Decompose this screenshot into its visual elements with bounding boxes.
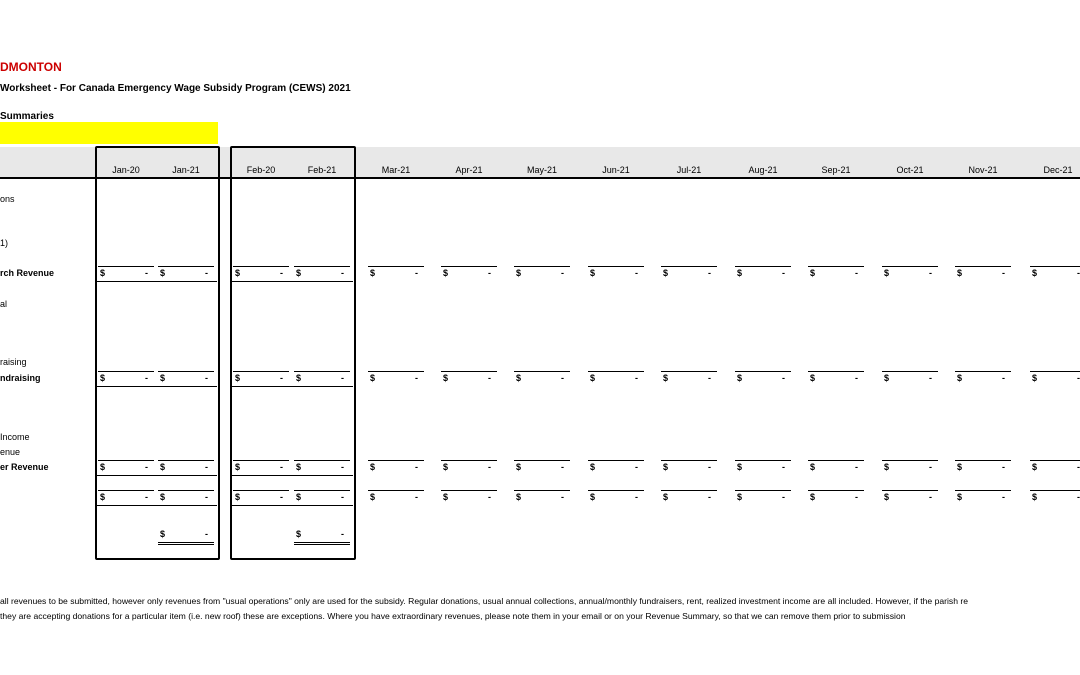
month-header-oct-21: Oct-21 bbox=[896, 165, 924, 175]
revenue-cell[interactable] bbox=[735, 460, 791, 475]
footnote-line-1: all revenues to be submitted, however only revenues from "usual operations" only are used for the subsidy. Regular donations, usual annual collections, annual/monthly fundraisers, rent, realized investment income are all included. However, if the parish re bbox=[0, 596, 969, 606]
cell-value: - bbox=[635, 373, 638, 383]
row-label: al bbox=[0, 299, 8, 309]
revenue-cell[interactable] bbox=[368, 460, 424, 475]
currency-symbol: $ bbox=[663, 462, 669, 472]
revenue-cell[interactable] bbox=[735, 490, 791, 505]
revenue-cell[interactable] bbox=[588, 371, 644, 386]
cell-value: - bbox=[561, 462, 564, 472]
cell-value: - bbox=[561, 268, 564, 278]
row-separator bbox=[231, 505, 353, 506]
cell-value: - bbox=[782, 268, 785, 278]
currency-symbol: $ bbox=[235, 373, 241, 383]
revenue-cell[interactable] bbox=[233, 371, 289, 386]
currency-symbol: $ bbox=[810, 373, 816, 383]
cell-value: - bbox=[1077, 462, 1080, 472]
currency-symbol: $ bbox=[160, 529, 166, 539]
currency-symbol: $ bbox=[737, 373, 743, 383]
month-header-jun-21: Jun-21 bbox=[602, 165, 630, 175]
revenue-cell[interactable] bbox=[294, 460, 350, 475]
revenue-cell[interactable] bbox=[808, 371, 864, 386]
worksheet-subtitle: Worksheet - For Canada Emergency Wage Subsidy Program (CEWS) 2021 bbox=[0, 83, 351, 94]
cell-value: - bbox=[1002, 268, 1005, 278]
currency-symbol: $ bbox=[100, 492, 106, 502]
cell-value: - bbox=[1002, 492, 1005, 502]
currency-symbol: $ bbox=[663, 492, 669, 502]
revenue-cell[interactable] bbox=[955, 371, 1011, 386]
currency-symbol: $ bbox=[663, 373, 669, 383]
cell-value: - bbox=[782, 373, 785, 383]
revenue-cell[interactable] bbox=[1030, 266, 1080, 281]
month-header-jul-21: Jul-21 bbox=[676, 165, 702, 175]
currency-symbol: $ bbox=[884, 492, 890, 502]
revenue-cell[interactable] bbox=[955, 266, 1011, 281]
footnote-line-2: they are accepting donations for a particular item (i.e. new roof) these are exceptions. Where you have extraordinary revenues, please note them in your email or on your Revenue Summary, so that we can remove them prior to submission bbox=[0, 611, 906, 621]
currency-symbol: $ bbox=[160, 492, 166, 502]
currency-symbol: $ bbox=[810, 268, 816, 278]
currency-symbol: $ bbox=[884, 462, 890, 472]
revenue-cell[interactable] bbox=[294, 490, 350, 505]
currency-symbol: $ bbox=[370, 492, 376, 502]
currency-symbol: $ bbox=[884, 373, 890, 383]
revenue-cell[interactable] bbox=[882, 371, 938, 386]
revenue-cell[interactable] bbox=[735, 371, 791, 386]
header-divider bbox=[0, 177, 1080, 179]
cell-value: - bbox=[708, 268, 711, 278]
cell-value: - bbox=[782, 462, 785, 472]
currency-symbol: $ bbox=[810, 462, 816, 472]
revenue-cell[interactable] bbox=[98, 371, 154, 386]
currency-symbol: $ bbox=[160, 268, 166, 278]
row-separator bbox=[96, 386, 217, 387]
cell-value: - bbox=[855, 268, 858, 278]
revenue-cell[interactable] bbox=[661, 371, 717, 386]
revenue-cell[interactable] bbox=[441, 371, 497, 386]
cell-value: - bbox=[415, 462, 418, 472]
cell-value: - bbox=[1077, 373, 1080, 383]
currency-symbol: $ bbox=[100, 268, 106, 278]
currency-symbol: $ bbox=[957, 268, 963, 278]
currency-symbol: $ bbox=[160, 373, 166, 383]
cell-value: - bbox=[708, 492, 711, 502]
row-label: raising bbox=[0, 357, 27, 367]
revenue-cell[interactable] bbox=[661, 266, 717, 281]
cell-value: - bbox=[205, 529, 208, 539]
revenue-cell[interactable] bbox=[98, 460, 154, 475]
currency-symbol: $ bbox=[957, 462, 963, 472]
row-label: ons bbox=[0, 194, 15, 204]
currency-symbol: $ bbox=[516, 462, 522, 472]
month-header-sep-21: Sep-21 bbox=[821, 165, 851, 175]
revenue-cell[interactable] bbox=[882, 460, 938, 475]
cell-value: - bbox=[205, 492, 208, 502]
revenue-cell[interactable] bbox=[1030, 490, 1080, 505]
row-label: enue bbox=[0, 447, 21, 457]
currency-symbol: $ bbox=[590, 492, 596, 502]
organization-title: DMONTON bbox=[0, 60, 62, 74]
currency-symbol: $ bbox=[296, 268, 302, 278]
highlight-bar bbox=[0, 122, 218, 144]
currency-symbol: $ bbox=[957, 492, 963, 502]
revenue-cell[interactable] bbox=[233, 490, 289, 505]
cell-value: - bbox=[341, 373, 344, 383]
cell-value: - bbox=[488, 462, 491, 472]
revenue-cell[interactable] bbox=[98, 490, 154, 505]
cell-value: - bbox=[145, 268, 148, 278]
currency-symbol: $ bbox=[370, 462, 376, 472]
cell-value: - bbox=[929, 373, 932, 383]
cell-value: - bbox=[341, 492, 344, 502]
currency-symbol: $ bbox=[296, 529, 302, 539]
month-header-apr-21: Apr-21 bbox=[455, 165, 483, 175]
revenue-cell[interactable] bbox=[808, 490, 864, 505]
revenue-cell[interactable] bbox=[441, 490, 497, 505]
row-label: Income bbox=[0, 432, 30, 442]
revenue-cell[interactable] bbox=[1030, 371, 1080, 386]
revenue-cell[interactable] bbox=[808, 266, 864, 281]
cell-value: - bbox=[205, 373, 208, 383]
currency-symbol: $ bbox=[443, 373, 449, 383]
revenue-cell[interactable] bbox=[233, 266, 289, 281]
currency-symbol: $ bbox=[1032, 462, 1038, 472]
revenue-cell[interactable] bbox=[158, 528, 214, 545]
cell-value: - bbox=[708, 373, 711, 383]
revenue-cell[interactable] bbox=[294, 266, 350, 281]
revenue-cell[interactable] bbox=[294, 528, 350, 545]
currency-symbol: $ bbox=[160, 462, 166, 472]
revenue-cell[interactable] bbox=[158, 371, 214, 386]
revenue-cell[interactable] bbox=[955, 490, 1011, 505]
month-header-mar-21: Mar-21 bbox=[381, 165, 411, 175]
currency-symbol: $ bbox=[957, 373, 963, 383]
revenue-cell[interactable] bbox=[735, 266, 791, 281]
cell-value: - bbox=[205, 462, 208, 472]
cell-value: - bbox=[635, 462, 638, 472]
cell-value: - bbox=[1002, 462, 1005, 472]
cell-value: - bbox=[280, 492, 283, 502]
cell-value: - bbox=[1077, 268, 1080, 278]
cell-value: - bbox=[280, 373, 283, 383]
cell-value: - bbox=[205, 268, 208, 278]
row-label: 1) bbox=[0, 238, 9, 248]
currency-symbol: $ bbox=[737, 268, 743, 278]
month-header-feb-21: Feb-21 bbox=[307, 165, 337, 175]
month-header-nov-21: Nov-21 bbox=[968, 165, 998, 175]
currency-symbol: $ bbox=[737, 492, 743, 502]
currency-symbol: $ bbox=[663, 268, 669, 278]
revenue-cell[interactable] bbox=[514, 266, 570, 281]
month-header-feb-20: Feb-20 bbox=[246, 165, 276, 175]
row-label: er Revenue bbox=[0, 462, 49, 472]
revenue-cell[interactable] bbox=[368, 490, 424, 505]
currency-symbol: $ bbox=[100, 462, 106, 472]
cell-value: - bbox=[782, 492, 785, 502]
currency-symbol: $ bbox=[1032, 492, 1038, 502]
cell-value: - bbox=[415, 492, 418, 502]
cell-value: - bbox=[855, 373, 858, 383]
revenue-cell[interactable] bbox=[514, 371, 570, 386]
cell-value: - bbox=[145, 462, 148, 472]
cell-value: - bbox=[415, 268, 418, 278]
revenue-cell[interactable] bbox=[661, 460, 717, 475]
revenue-cell[interactable] bbox=[808, 460, 864, 475]
cell-value: - bbox=[341, 268, 344, 278]
currency-symbol: $ bbox=[235, 492, 241, 502]
revenue-cell[interactable] bbox=[588, 266, 644, 281]
month-header-may-21: May-21 bbox=[526, 165, 557, 175]
cell-value: - bbox=[488, 373, 491, 383]
cell-value: - bbox=[280, 268, 283, 278]
cell-value: - bbox=[929, 492, 932, 502]
cell-value: - bbox=[1002, 373, 1005, 383]
month-header-jan-21: Jan-21 bbox=[172, 165, 200, 175]
revenue-cell[interactable] bbox=[158, 490, 214, 505]
cell-value: - bbox=[855, 462, 858, 472]
row-separator bbox=[96, 505, 217, 506]
currency-symbol: $ bbox=[235, 268, 241, 278]
cell-value: - bbox=[145, 492, 148, 502]
revenue-cell[interactable] bbox=[233, 460, 289, 475]
row-separator bbox=[231, 281, 353, 282]
cell-value: - bbox=[280, 462, 283, 472]
cell-value: - bbox=[929, 268, 932, 278]
currency-symbol: $ bbox=[516, 373, 522, 383]
currency-symbol: $ bbox=[443, 492, 449, 502]
currency-symbol: $ bbox=[443, 462, 449, 472]
revenue-cell[interactable] bbox=[1030, 460, 1080, 475]
revenue-cell[interactable] bbox=[588, 460, 644, 475]
currency-symbol: $ bbox=[516, 492, 522, 502]
cell-value: - bbox=[341, 462, 344, 472]
revenue-cell[interactable] bbox=[882, 266, 938, 281]
cell-value: - bbox=[1077, 492, 1080, 502]
currency-symbol: $ bbox=[296, 373, 302, 383]
row-separator bbox=[96, 475, 217, 476]
row-separator bbox=[231, 386, 353, 387]
month-header-aug-21: Aug-21 bbox=[748, 165, 778, 175]
row-label: rch Revenue bbox=[0, 268, 55, 278]
revenue-cell[interactable] bbox=[441, 266, 497, 281]
currency-symbol: $ bbox=[100, 373, 106, 383]
cell-value: - bbox=[855, 492, 858, 502]
currency-symbol: $ bbox=[590, 373, 596, 383]
revenue-cell[interactable] bbox=[588, 490, 644, 505]
cell-value: - bbox=[561, 492, 564, 502]
row-label: ndraising bbox=[0, 373, 41, 383]
currency-symbol: $ bbox=[810, 492, 816, 502]
revenue-cell[interactable] bbox=[158, 460, 214, 475]
cell-value: - bbox=[635, 268, 638, 278]
currency-symbol: $ bbox=[370, 268, 376, 278]
cell-value: - bbox=[488, 268, 491, 278]
cell-value: - bbox=[635, 492, 638, 502]
currency-symbol: $ bbox=[370, 373, 376, 383]
revenue-cell[interactable] bbox=[955, 460, 1011, 475]
row-separator bbox=[96, 281, 217, 282]
currency-symbol: $ bbox=[737, 462, 743, 472]
revenue-cell[interactable] bbox=[98, 266, 154, 281]
currency-symbol: $ bbox=[1032, 373, 1038, 383]
revenue-cell[interactable] bbox=[294, 371, 350, 386]
cell-value: - bbox=[341, 529, 344, 539]
revenue-cell[interactable] bbox=[368, 371, 424, 386]
currency-symbol: $ bbox=[443, 268, 449, 278]
section-heading: Summaries bbox=[0, 111, 54, 122]
cell-value: - bbox=[415, 373, 418, 383]
cell-value: - bbox=[488, 492, 491, 502]
revenue-cell[interactable] bbox=[368, 266, 424, 281]
cell-value: - bbox=[561, 373, 564, 383]
month-header-jan-20: Jan-20 bbox=[112, 165, 140, 175]
revenue-cell[interactable] bbox=[882, 490, 938, 505]
currency-symbol: $ bbox=[590, 268, 596, 278]
revenue-cell[interactable] bbox=[158, 266, 214, 281]
currency-symbol: $ bbox=[1032, 268, 1038, 278]
revenue-cell[interactable] bbox=[514, 490, 570, 505]
revenue-cell[interactable] bbox=[661, 490, 717, 505]
currency-symbol: $ bbox=[296, 492, 302, 502]
currency-symbol: $ bbox=[296, 462, 302, 472]
currency-symbol: $ bbox=[590, 462, 596, 472]
revenue-cell[interactable] bbox=[441, 460, 497, 475]
cell-value: - bbox=[708, 462, 711, 472]
cell-value: - bbox=[929, 462, 932, 472]
cell-value: - bbox=[145, 373, 148, 383]
month-header-dec-21: Dec-21 bbox=[1043, 165, 1073, 175]
row-separator bbox=[231, 475, 353, 476]
currency-symbol: $ bbox=[884, 268, 890, 278]
currency-symbol: $ bbox=[235, 462, 241, 472]
currency-symbol: $ bbox=[516, 268, 522, 278]
revenue-cell[interactable] bbox=[514, 460, 570, 475]
